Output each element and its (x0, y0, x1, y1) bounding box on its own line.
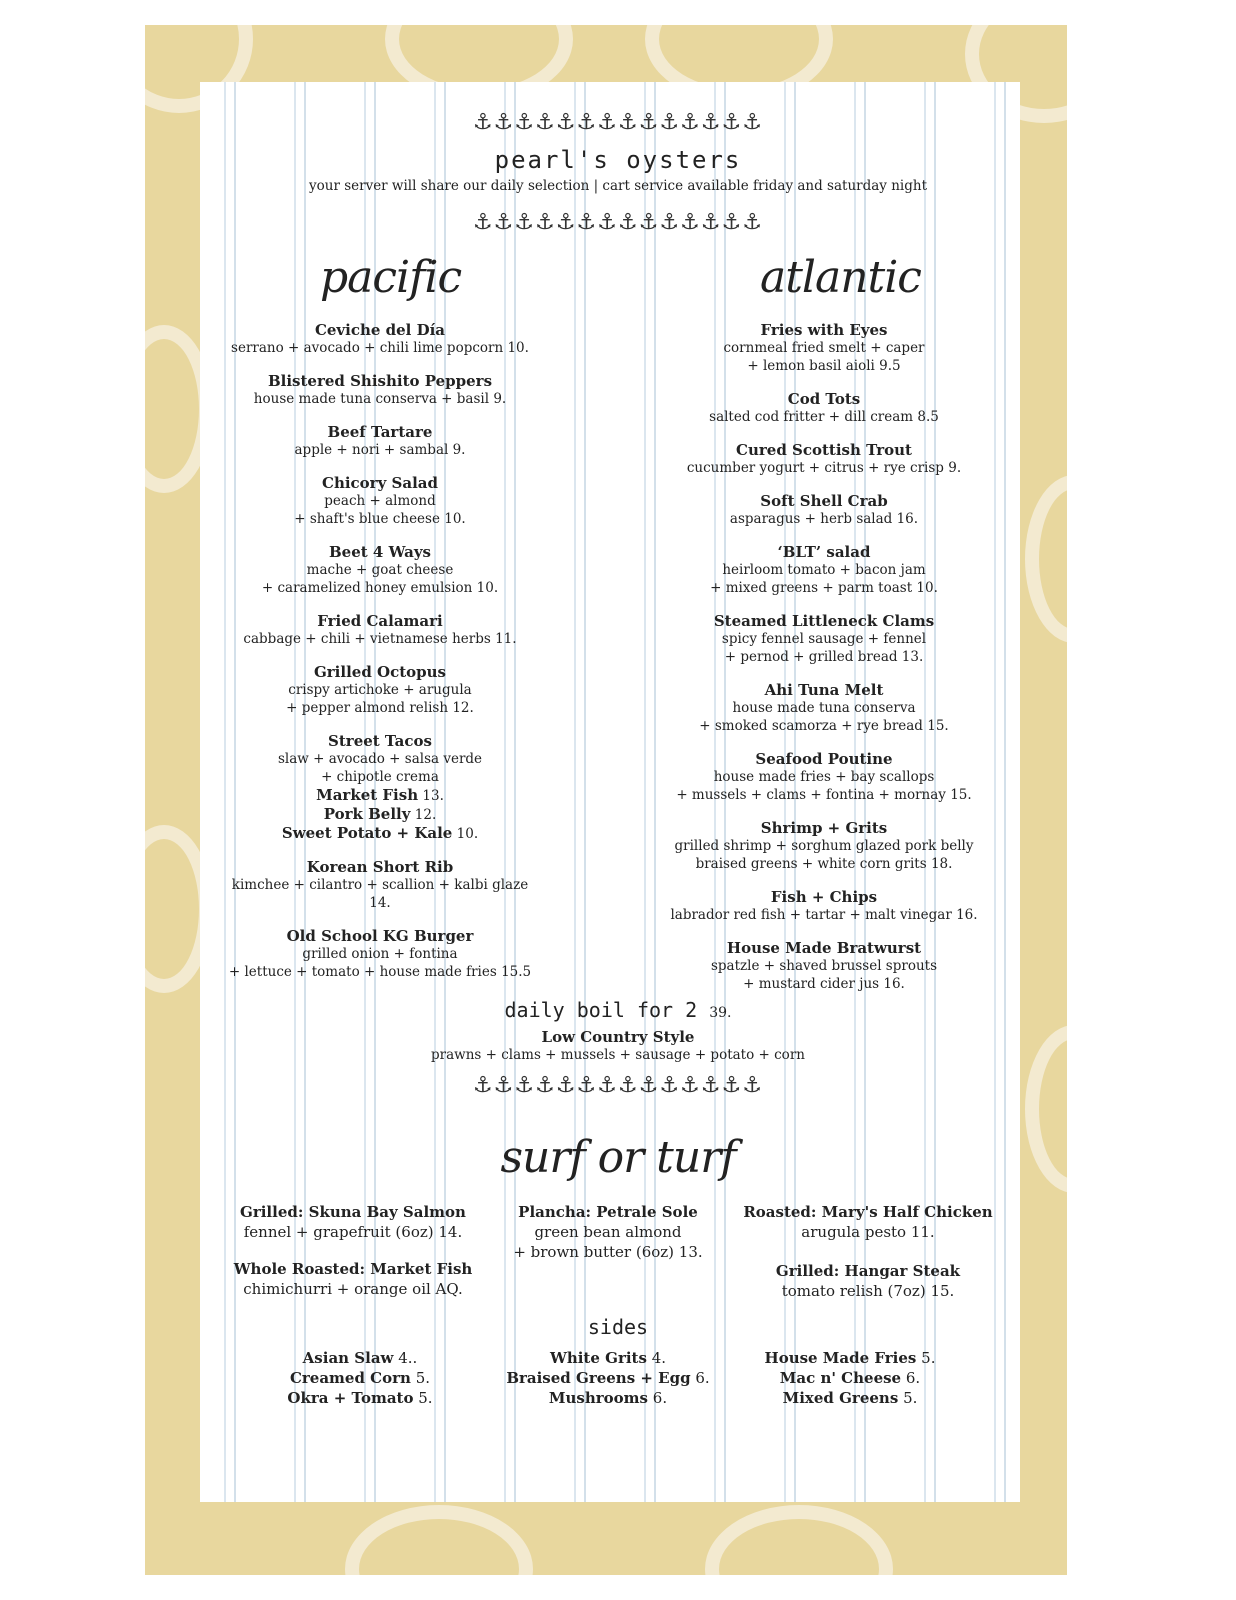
menu-item: Shrimp + Grits grilled shrimp + sorghum glazed pork belly braised greens + white corn grits 18. (674, 819, 974, 872)
surf-left-column: Grilled: Skuna Bay Salmon fennel + grapefruit (6oz) 14. Whole Roasted: Market Fish chimichurri + orange oil AQ. (233, 1203, 473, 1298)
header-note: your server will share our daily selection | cart service available friday and saturday night (309, 178, 927, 194)
menu-item: ‘BLT’ salad heirloom tomato + bacon jam + mixed greens + parm toast 10. (710, 543, 938, 596)
menu-item: Fries with Eyes cornmeal fried smelt + caper + lemon basil aioli 9.5 (723, 321, 925, 374)
atlantic-heading: atlantic (760, 252, 921, 303)
anchor-row-icon: ⚓⚓⚓⚓⚓⚓⚓⚓⚓⚓⚓⚓⚓⚓ (472, 1073, 764, 1098)
menu-item: Korean Short Rib kimchee + cilantro + scallion + kalbi glaze 14. (231, 858, 529, 911)
atlantic-column (664, 321, 984, 1008)
sides-center-column (480, 1348, 736, 1408)
daily-boil-details: Low Country Style prawns + clams + mussels + sausage + potato + corn (431, 1028, 805, 1063)
menu-item: Old School KG Burger grilled onion + fontina + lettuce + tomato + house made fries 15.5 (228, 927, 532, 980)
menu-item: Grilled Octopus crispy artichoke + arugula + pepper almond relish 12. (286, 663, 474, 716)
surf-right-column: Roasted: Mary's Half Chicken arugula pesto 11. Grilled: Hangar Steak tomato relish (7oz) 15. (743, 1203, 993, 1300)
anchor-row-icon: ⚓⚓⚓⚓⚓⚓⚓⚓⚓⚓⚓⚓⚓⚓ (472, 210, 764, 235)
street-tacos-item: Street Tacos slaw + avocado + salsa verde + chipotle crema Market Fish 13. Pork Belly 12. Sweet Potato + Kale 10. (277, 732, 483, 842)
menu-item: Cod Tots salted cod fritter + dill cream 8.5 (709, 390, 939, 425)
menu-item: Ceviche del Día serrano + avocado + chili lime popcorn 10. (231, 321, 529, 356)
surf-or-turf-heading: surf or turf (500, 1132, 736, 1183)
sides-heading: sides (587, 1315, 649, 1339)
menu-item: Steamed Littleneck Clams spicy fennel sausage + fennel + pernod + grilled bread 13. (713, 612, 935, 665)
pacific-heading: pacific (320, 252, 462, 303)
menu-item: Blistered Shishito Peppers house made tuna conserva + basil 9. (253, 372, 507, 407)
side-item: Mac n' Cheese 6. (779, 1369, 921, 1387)
side-item: Okra + Tomato 5. (287, 1389, 433, 1407)
side-item: Mushrooms 6. (548, 1389, 668, 1407)
menu-item: Seafood Poutine house made fries + bay scallops + mussels + clams + fontina + mornay 15. (676, 750, 972, 803)
side-item: Braised Greens + Egg 6. (506, 1369, 710, 1387)
daily-boil-heading: daily boil for 2 39. (504, 998, 732, 1022)
page-title: pearl's oysters (494, 146, 742, 174)
menu-item: Ahi Tuna Melt house made tuna conserva + smoked scamorza + rye bread 15. (699, 681, 949, 734)
side-item: White Grits 4. (549, 1349, 667, 1367)
menu-item: Beef Tartare apple + nori + sambal 9. (294, 423, 466, 458)
menu-item: Cured Scottish Trout cucumber yogurt + citrus + rye crisp 9. (686, 441, 962, 476)
side-item: House Made Fries 5. (764, 1349, 936, 1367)
surf-center-column: Plancha: Petrale Sole green bean almond + brown butter (6oz) 13. (513, 1203, 703, 1261)
sides-right-column (735, 1348, 965, 1408)
sides-left-column (245, 1348, 475, 1408)
menu-item: Soft Shell Crab asparagus + herb salad 16. (729, 492, 919, 527)
menu-item: Fish + Chips labrador red fish + tartar + malt vinegar 16. (670, 888, 978, 923)
menu-item: Chicory Salad peach + almond + shaft's blue cheese 10. (294, 474, 466, 527)
menu-item: House Made Bratwurst spatzle + shaved brussel sprouts + mustard cider jus 16. (710, 939, 938, 992)
side-item: Asian Slaw 4.. (302, 1349, 418, 1367)
side-item: Mixed Greens 5. (782, 1389, 918, 1407)
pacific-column (220, 321, 540, 996)
side-item: Creamed Corn 5. (289, 1369, 431, 1387)
menu-item: Fried Calamari cabbage + chili + vietnamese herbs 11. (243, 612, 517, 647)
menu-item: Beet 4 Ways mache + goat cheese + caramelized honey emulsion 10. (261, 543, 499, 596)
anchor-row-icon: ⚓⚓⚓⚓⚓⚓⚓⚓⚓⚓⚓⚓⚓⚓ (472, 110, 764, 135)
